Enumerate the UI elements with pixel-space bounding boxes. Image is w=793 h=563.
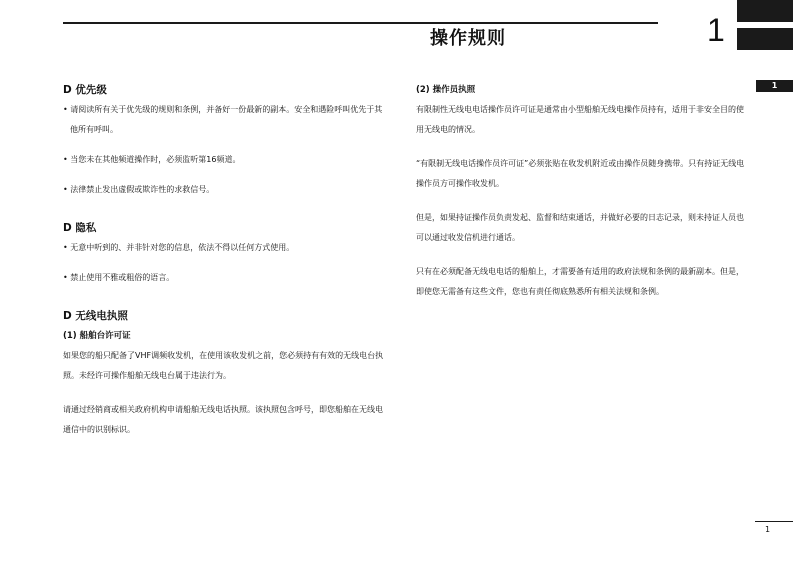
operator-paragraph-3: 但是，如果持证操作员负责发起、监督和结束通话，并做好必要的日志记录，则未持证人员也可以通过收发信机进行通话。 xyxy=(416,213,744,242)
operator-license-subheading: (2) 操作员执照 xyxy=(416,85,476,95)
privacy-heading: D 隐私 xyxy=(63,222,97,234)
right-column xyxy=(416,80,746,302)
footer-rule xyxy=(755,521,793,522)
priority-bullet-2: • 当您未在其他频道操作时，必须监听第16频道。 xyxy=(63,155,241,164)
priority-bullet-1: • 请阅读所有关于优先级的规则和条例，并备好一份最新的副本。安全和遇险呼叫优先于其他所有呼叫。 xyxy=(63,105,383,134)
chapter-tab-bar-top xyxy=(737,0,793,22)
radio-license-heading: D 无线电执照 xyxy=(63,310,128,322)
chapter-tab-bar-bottom xyxy=(737,28,793,50)
side-chapter-tab: 1 xyxy=(756,80,793,92)
operator-paragraph-4: 只有在必须配备无线电电话的船舶上，才需要备有适用的政府法规和条例的最新副本。但是，即使您无需备有这些文件，您也有责任彻底熟悉所有相关法规和条例。 xyxy=(416,267,744,296)
privacy-bullet-2: • 禁止使用不雅或粗俗的语言。 xyxy=(63,273,175,282)
privacy-bullet-1: • 无意中听到的、并非针对您的信息，依法不得以任何方式使用。 xyxy=(63,243,295,252)
ship-station-license-subheading: (1) 船舶台许可证 xyxy=(63,331,131,341)
operator-paragraph-1: 有限制性无线电电话操作员许可证是通常由小型船舶无线电操作员持有，适用于非安全目的使用无线电的情况。 xyxy=(416,105,744,134)
page-title: 操作规则 xyxy=(430,28,506,49)
left-column xyxy=(63,80,385,440)
ship-license-paragraph-2: 请通过经销商或相关政府机构申请船舶无线电话执照。该执照包含呼号，即您船舶在无线电通信中的识别标识。 xyxy=(63,405,383,434)
operator-paragraph-2: “有限制无线电话操作员许可证”必须张贴在收发机附近或由操作员随身携带。只有持证无线电操作员方可操作收发机。 xyxy=(416,159,745,188)
priority-heading: D 优先级 xyxy=(63,84,107,96)
priority-bullet-3: • 法律禁止发出虚假或欺诈性的求救信号。 xyxy=(63,185,215,194)
header-rule xyxy=(63,22,658,24)
ship-license-paragraph-1: 如果您的船只配备了VHF调频收发机，在使用该收发机之前，您必须持有有效的无线电台执照。未经许可操作船舶无线电台属于违法行为。 xyxy=(63,351,384,380)
chapter-number: 1 xyxy=(707,12,725,48)
page-number: 1 xyxy=(765,525,771,534)
